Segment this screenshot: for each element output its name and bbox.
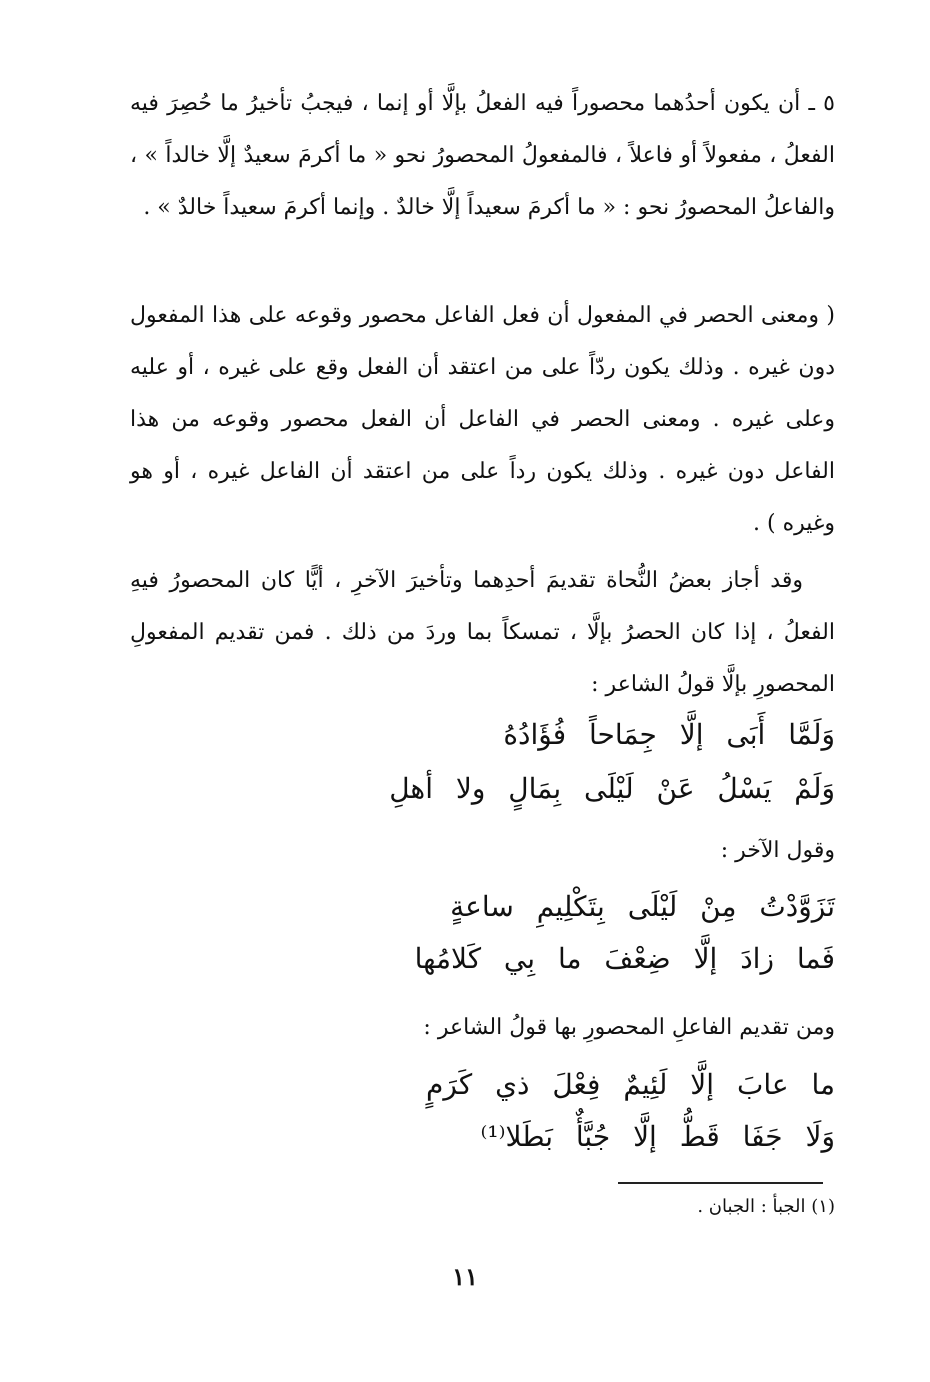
verse-2-intro: وقول الآخر :	[720, 838, 835, 863]
verse-3-first-hemistich: ما عابَ إلَّا لَئِيمٌ فِعْلَ ذي كَرَمٍ	[426, 1068, 835, 1101]
paragraph-text: ٥ ـ أن يكون أحدُهما محصوراً فيه الفعلُ بإلَّا أو إنما ، فيجبُ تأخيرُ ما حُصِرَ فيه الفعلُ ، مفعولاً أو فاعلاً ، فالمفعولُ المحصورُ نحو « ما أكرمَ سعيدٌ إلَّا خالداً » ، والفاعلُ المحصورُ نحو : « ما أكرمَ سعيداً إلَّا خالدٌ . وإنما أكرمَ سعيداً خالدٌ » .	[130, 91, 835, 220]
paragraph-exception	[130, 555, 835, 711]
verse-1-first-hemistich: وَلَمَّا أَبَى إلَّا جِمَاحاً فُؤَادُهُ	[503, 718, 835, 751]
verse-2-first-hemistich: تَزَوَّدْتُ مِنْ لَيْلَى بِتَكْلِيمِ ساعةٍ	[450, 890, 835, 923]
paragraph-text: ( ومعنى الحصر في المفعول أن فعل الفاعل محصور وقوعه على هذا المفعول دون غيره . وذلك يكون ردّاً على من اعتقد أن الفعل وقع على غيره ، أو عليه وعلى غيره . ومعنى الحصر في الفاعل أن الفعل محصور وقوعه من هذا الفاعل دون غيره . وذلك يكون رداً على من اعتقد أن الفاعل غيره ، أو هو وغيره ) .	[130, 303, 835, 536]
footnote-divider	[618, 1182, 823, 1184]
paragraph-text: وقد أجاز بعضُ النُّحاة تقديمَ أحدِهما وتأخيرَ الآخرِ ، أيًّا كان المحصورُ فيهِ الفعلُ ، إذا كان الحصرُ بإلَّا ، تمسكاً بما وردَ من ذلك . فمن تقديم المفعولِ المحصورِ بإلَّا قولُ الشاعر :	[130, 568, 835, 697]
paragraph-explanation	[130, 290, 835, 550]
verse-2-second-hemistich: فَما زادَ إلَّا ضِعْفَ ما بِي كَلامُها	[414, 942, 835, 975]
verse-1-second-hemistich: وَلَمْ يَسْلُ عَنْ لَيْلَى بِمَالٍ ولا أهلِ	[389, 772, 835, 805]
paragraph-rule-5	[130, 78, 835, 234]
verse-3-second-hemistich: وَلَا جَفَا قَطُّ إلَّا جُبَّأٌ بَطَلا⁽¹⁾	[480, 1120, 835, 1153]
footnote: (١) الجبأ : الجبان .	[697, 1196, 835, 1217]
verse-3-intro: ومن تقديم الفاعلِ المحصورِ بها قولُ الشاعر :	[423, 1015, 835, 1040]
page-number: ١١	[452, 1262, 478, 1291]
